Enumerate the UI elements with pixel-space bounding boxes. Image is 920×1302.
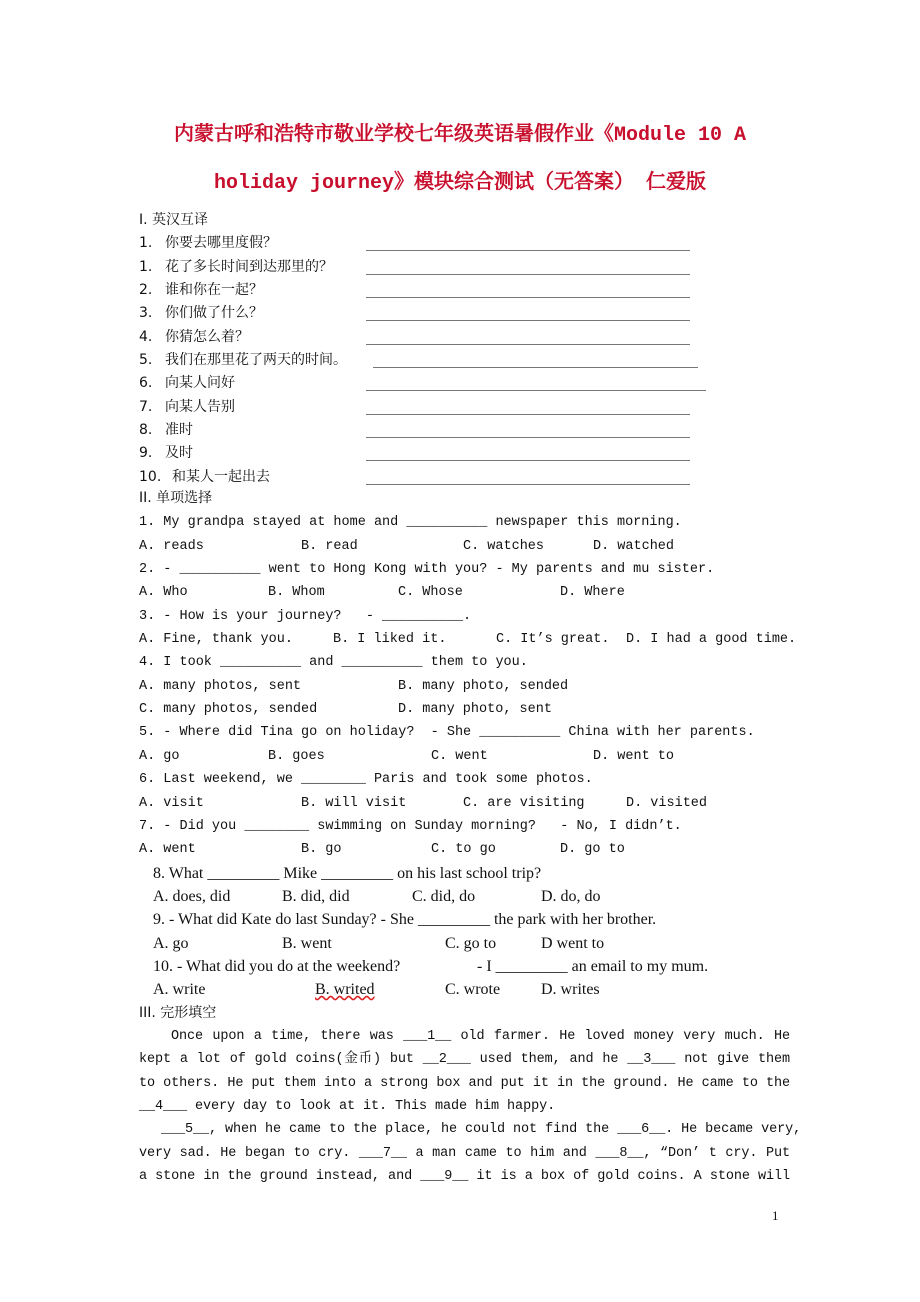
option[interactable]: A. go (139, 749, 180, 764)
options-row (0, 747, 920, 767)
question (0, 560, 920, 580)
options-row (0, 700, 920, 720)
translation-item (0, 257, 920, 277)
translation-item (0, 350, 920, 370)
passage-line: a stone in the ground instead, and ___9__ it is a box of gold coins. A stone will (139, 1169, 790, 1184)
document-title-line-2: holiday journey》模块综合测试（无答案） 仁爱版 (213, 172, 707, 195)
question-text: 10. - What did you do at the weekend? (153, 958, 401, 975)
option[interactable]: A. visit (139, 796, 204, 811)
option[interactable]: B. I liked it. (333, 632, 447, 647)
question-answer-text: - I _________ an email to my mum. (477, 958, 709, 975)
answer-line[interactable] (366, 437, 690, 438)
option[interactable]: D. watched (593, 539, 675, 554)
options-row (0, 677, 920, 697)
page-number: 1 (772, 1208, 779, 1223)
question-text: 6. Last weekend, we ________ Paris and took some photos. (139, 772, 593, 787)
item-number: 1. (139, 259, 153, 275)
option[interactable]: A. write (153, 981, 206, 998)
option[interactable]: D. do, do (541, 888, 601, 905)
question-text: 9. - What did Kate do last Sunday? - She _________ the park with her brother. (153, 911, 657, 928)
passage-line: very sad. He began to cry. ___7__ a man came to him and ___8__, “Don’ t cry. Put (139, 1146, 790, 1161)
option[interactable]: B. will visit (301, 796, 407, 811)
passage-line: kept a lot of gold coins(金币) but __2___ used them, and he __3___ not give them (139, 1052, 790, 1067)
option[interactable]: C. went (431, 749, 488, 764)
options-row (0, 887, 920, 907)
item-number: 2. (139, 282, 153, 298)
question (0, 653, 920, 673)
option[interactable]: B. went (282, 935, 332, 952)
question (0, 513, 920, 533)
question-text: 7. - Did you ________ swimming on Sunday morning? - No, I didn’t. (139, 819, 682, 834)
option[interactable]: D. go to (560, 842, 625, 857)
option[interactable]: C. go to (445, 935, 497, 952)
option[interactable]: B. goes (268, 749, 325, 764)
item-text: 我们在那里花了两天的时间。 (165, 352, 347, 368)
option[interactable]: D. many photo, sent (398, 702, 552, 717)
question (0, 723, 920, 743)
option[interactable]: A. does, did (153, 888, 231, 905)
passage-line: to others. He put them into a strong box and put it in the ground. He came to the (139, 1076, 790, 1091)
item-text: 你们做了什么？ (165, 305, 263, 321)
option[interactable]: A. many photos, sent (139, 679, 302, 694)
item-text: 及时 (165, 445, 193, 461)
answer-line[interactable] (366, 297, 690, 298)
option[interactable]: D. Where (560, 585, 625, 600)
option[interactable]: C. watches (463, 539, 545, 554)
question-text: 8. What _________ Mike _________ on his last school trip? (153, 865, 542, 882)
translation-item (0, 467, 920, 487)
translation-item (0, 327, 920, 347)
option[interactable]: C. did, do (412, 888, 476, 905)
option[interactable]: A. Fine, thank you. (139, 632, 293, 647)
question-text: 2. - __________ went to Hong Kong with you? - My parents and mu sister. (139, 562, 715, 577)
passage-line: ___5__, when he came to the place, he could not find the ___6__. He became very, (161, 1122, 802, 1137)
item-number: 5. (139, 352, 153, 368)
item-text: 向某人问好 (165, 375, 235, 391)
option[interactable]: B. go (301, 842, 342, 857)
answer-line[interactable] (366, 344, 690, 345)
answer-line[interactable] (366, 484, 690, 485)
option[interactable]: D. visited (626, 796, 708, 811)
option[interactable]: D. I had a good time. (626, 632, 797, 647)
option[interactable]: D. went to (593, 749, 675, 764)
options-row (0, 537, 920, 557)
answer-line[interactable] (373, 367, 698, 368)
section-2-heading: II. 单项选择 (139, 490, 213, 506)
option[interactable]: B. Whom (268, 585, 325, 600)
translation-item (0, 280, 920, 300)
question (0, 957, 920, 977)
item-text: 和某人一起出去 (172, 469, 270, 485)
question (0, 817, 920, 837)
item-number: 9. (139, 445, 153, 461)
options-row (0, 840, 920, 860)
question-text: 5. - Where did Tina go on holiday? - She __________ China with her parents. (139, 725, 755, 740)
option[interactable]: B. read (301, 539, 358, 554)
item-text: 花了多长时间到达那里的？ (165, 259, 333, 275)
item-number: 8. (139, 422, 153, 438)
option[interactable]: C. Whose (398, 585, 463, 600)
translation-item (0, 303, 920, 323)
item-text: 准时 (165, 422, 193, 438)
question-text: 1. My grandpa stayed at home and __________ newspaper this morning. (139, 515, 682, 530)
question (0, 607, 920, 627)
option[interactable]: B. many photo, sended (398, 679, 569, 694)
answer-line[interactable] (366, 460, 690, 461)
question (0, 864, 920, 884)
option[interactable]: A. go (153, 935, 189, 952)
option[interactable]: C. are visiting (463, 796, 585, 811)
translation-item (0, 233, 920, 253)
question-text: 4. I took __________ and __________ them to you. (139, 655, 528, 670)
translation-item (0, 373, 920, 393)
option[interactable]: D. writes (541, 981, 600, 998)
answer-line[interactable] (366, 320, 690, 321)
options-row (0, 583, 920, 603)
option[interactable]: B. did, did (282, 888, 350, 905)
item-text: 向某人告别 (165, 399, 235, 415)
option[interactable]: A. Who (139, 585, 188, 600)
option[interactable]: A. reads (139, 539, 204, 554)
translation-item (0, 443, 920, 463)
options-row (0, 980, 920, 1000)
translation-item (0, 397, 920, 417)
answer-line[interactable] (366, 250, 690, 251)
options-row (0, 934, 920, 954)
item-text: 谁和你在一起？ (165, 282, 263, 298)
document-title-line-1: 内蒙古呼和浩特市敬业学校七年级英语暑假作业《Module 10 A (173, 124, 747, 147)
option[interactable]: C. to go (431, 842, 496, 857)
answer-line[interactable] (366, 414, 690, 415)
item-number: 3. (139, 305, 153, 321)
passage-line: __4___ every day to look at it. This made him happy. (139, 1099, 556, 1114)
section-1-heading: I. 英汉互译 (139, 212, 209, 228)
option[interactable]: A. went (139, 842, 196, 857)
item-text: 你要去哪里度假？ (165, 235, 277, 251)
item-number: 1. (139, 235, 153, 251)
option[interactable]: C. It’s great. (496, 632, 610, 647)
question (0, 770, 920, 790)
item-number: 4. (139, 329, 153, 345)
item-number: 7. (139, 399, 153, 415)
item-number: 10. (139, 469, 162, 485)
translation-item (0, 420, 920, 440)
answer-line[interactable] (366, 274, 690, 275)
passage-line: Once upon a time, there was ___1__ old farmer. He loved money very much. He (171, 1029, 790, 1044)
option[interactable]: C. wrote (445, 981, 501, 998)
section-3-heading: III. 完形填空 (139, 1005, 217, 1021)
item-number: 6. (139, 375, 153, 391)
item-text: 你猜怎么着？ (165, 329, 249, 345)
answer-line[interactable] (366, 390, 706, 391)
option[interactable]: D went to (541, 935, 605, 952)
option[interactable]: C. many photos, sended (139, 702, 318, 717)
option[interactable]: B. writed (315, 981, 375, 998)
options-row (0, 794, 920, 814)
question (0, 910, 920, 930)
question-text: 3. - How is your journey? - __________. (139, 609, 472, 624)
options-row (0, 630, 920, 650)
